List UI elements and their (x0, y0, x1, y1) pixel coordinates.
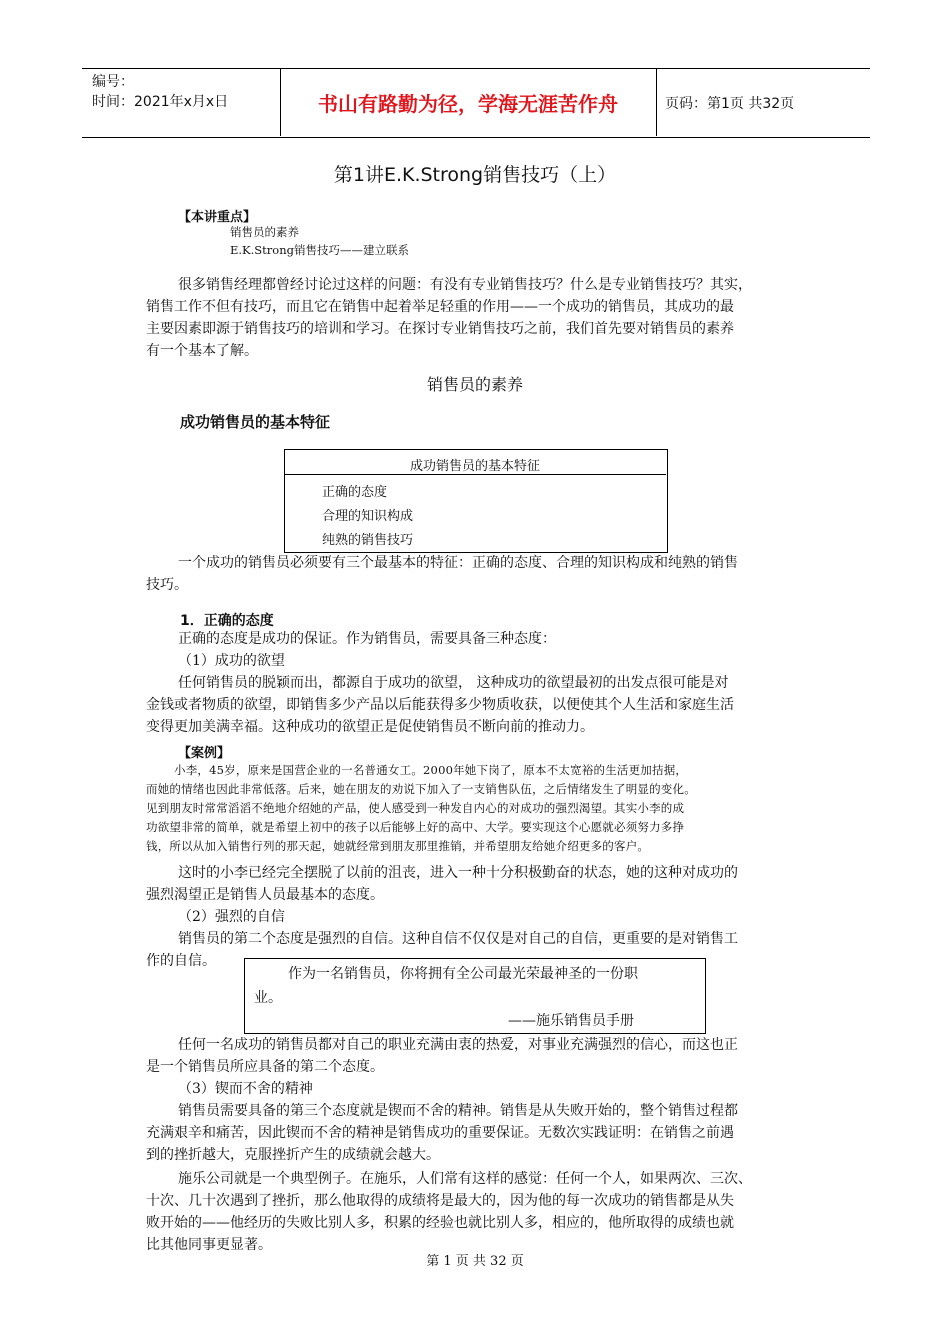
text-line: 主要因素即源于销售技巧的培训和学习。在探讨专业销售技巧之前，我们首先要对销售员的素养 (146, 321, 734, 337)
text-line: 很多销售经理都曾经讨论过这样的问题：有没有专业销售技巧？什么是专业销售技巧？其实， (178, 277, 752, 293)
traits-item: 纯熟的销售技巧 (322, 533, 414, 548)
page-title: 第1讲E.K.Strong销售技巧（上） (333, 164, 617, 186)
text-line: 强烈渴望正是销售人员最基本的态度。 (146, 887, 384, 903)
text-line: 施乐公司就是一个典型例子。在施乐，人们常有这样的感觉：任何一个人，如果两次、三次、 (178, 1171, 752, 1187)
text-line: 有一个基本了解。 (146, 343, 258, 359)
quote-source: ——施乐销售员手册 (508, 1013, 634, 1029)
text-line: 而她的情绪也因此非常低落。后来，她在朋友的劝说下加入了一支销售队伍，之后情绪发生了明显的变化。 (146, 782, 696, 796)
text-line: （1）成功的欲望 (178, 653, 285, 669)
text-line: 十次、几十次遇到了挫折，那么他取得的成绩将是最大的，因为他的每一次成功的销售都是从失 (146, 1193, 734, 1209)
text-line: 技巧。 (146, 577, 188, 593)
text-line: 任何一名成功的销售员都对自己的职业充满由衷的热爱，对事业充满强烈的信心，而这也正 (178, 1037, 738, 1053)
date-label: 时间：2021年x月x日 (92, 94, 229, 110)
traits-item: 正确的态度 (322, 485, 388, 500)
text-line: 钱，所以从加入销售行列的那天起，她就经常到朋友那里推销，并希望朋友给她介绍更多的客户。 (146, 839, 650, 853)
text-line: 到的挫折越大，克服挫折产生的成绩就会越大。 (146, 1147, 440, 1163)
text-line: 充满艰辛和痛苦，因此锲而不舍的精神是销售成功的重要保证。无数次实践证明：在销售之前遇 (146, 1125, 734, 1141)
text-line: 变得更加美满幸福。这种成功的欲望正是促使销售员不断向前的推动力。 (146, 719, 594, 735)
header-divider (656, 68, 657, 136)
text-line: 任何销售员的脱颖而出，都源自于成功的欲望， 这种成功的欲望最初的出发点很可能是对 (178, 675, 729, 691)
quote-line: 作为一名销售员，你将拥有全公司最光荣最神圣的一份职 (288, 966, 638, 982)
text-line: 正确的态度是成功的保证。作为销售员，需要具备三种态度： (178, 631, 556, 647)
traits-box-separator (284, 474, 666, 475)
text-line: 功欲望非常的简单，就是希望上初中的孩子以后能够上好的高中、大学。要实现这个心愿就必须努力多挣 (146, 820, 685, 834)
subsection-title: 成功销售员的基本特征 (180, 413, 331, 431)
text-line: 比其他同事更显著。 (146, 1237, 272, 1253)
traits-summary (146, 552, 814, 596)
text-line: 销售员的第二个态度是强烈的自信。这种自信不仅仅是对自己的自信，更重要的是对销售工 (178, 931, 738, 947)
text-line: 销售工作不但有技巧，而且它在销售中起着举足轻重的作用——一个成功的销售员，其成功的最 (146, 299, 734, 315)
header-left (92, 72, 228, 112)
text-line: 这时的小李已经完全摆脱了以前的沮丧，进入一种十分积极勤奋的状态，她的这种对成功的 (178, 865, 738, 881)
focus-item: 销售员的素养 (230, 225, 299, 239)
text-line: 败开始的——他经历的失败比别人多，积累的经验也就比别人多，相应的，他所取得的成绩也就 (146, 1215, 734, 1231)
text-line: 小李，45岁，原来是国营企业的一名普通女工。2000年她下岗了，原本不太宽裕的生活更加拮据， (174, 763, 688, 777)
header-motto: 书山有路勤为径，学海无涯苦作舟 (318, 91, 618, 116)
text-line: 作的自信。 (146, 953, 216, 969)
attitude-heading: 1．正确的态度 (180, 613, 274, 629)
header-page-info: 页码：第1页 共32页 (665, 96, 795, 112)
traits-item: 合理的知识构成 (322, 509, 414, 524)
case-text (146, 761, 814, 856)
quote-line: 业。 (254, 990, 282, 1006)
page-footer: 第 1 页 共 32 页 (426, 1254, 524, 1269)
text-line: 是一个销售员所应具备的第二个态度。 (146, 1059, 384, 1075)
attitude-block (146, 628, 814, 738)
intro-paragraph (146, 274, 814, 362)
after-quote (146, 1034, 814, 1256)
case-heading: 【案例】 (178, 746, 231, 761)
traits-box-header: 成功销售员的基本特征 (409, 459, 540, 474)
text-line: （3）锲而不舍的精神 (178, 1081, 313, 1097)
text-line: 一个成功的销售员必须要有三个最基本的特征：正确的态度、合理的知识构成和纯熟的销售 (178, 555, 738, 571)
focus-heading: 【本讲重点】 (178, 210, 257, 225)
text-line: 见到朋友时常常滔滔不绝地介绍她的产品，使人感受到一种发自内心的对成功的强烈渴望。其实小李的成 (146, 801, 685, 815)
serial-label: 编号： (92, 74, 134, 90)
after-case (146, 862, 814, 972)
text-line: （2）强烈的自信 (178, 909, 285, 925)
text-line: 金钱或者物质的欲望，即销售多少产品以后能获得多少物质收获，以便使其个人生活和家庭生活 (146, 697, 734, 713)
text-line: 销售员需要具备的第三个态度就是锲而不舍的精神。销售是从失败开始的，整个销售过程都 (178, 1103, 738, 1119)
focus-item: E.K.Strong销售技巧——建立联系 (230, 243, 409, 257)
section-title: 销售员的素养 (426, 375, 523, 394)
